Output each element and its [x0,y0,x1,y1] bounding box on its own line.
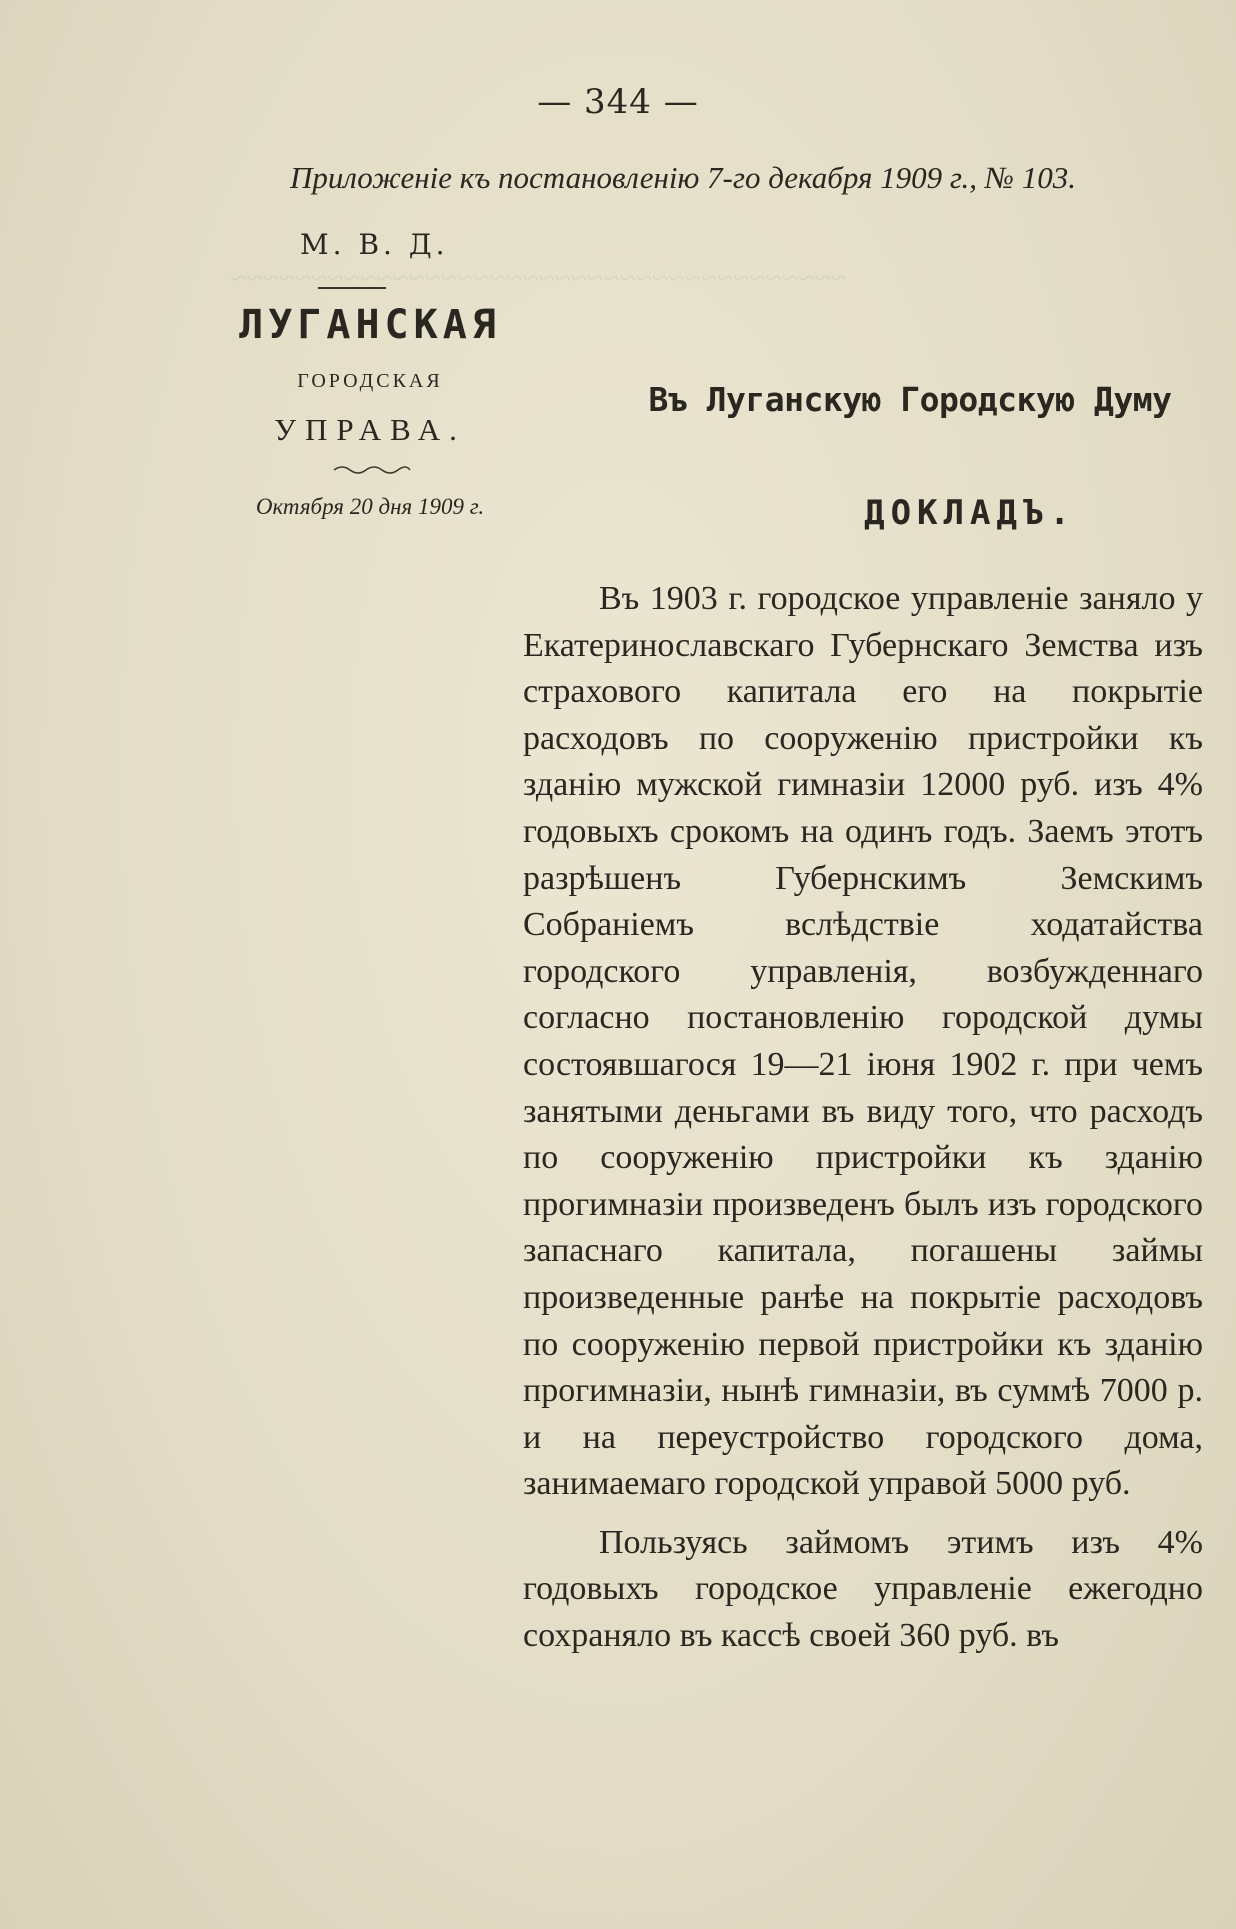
sender-body: УПРАВА. [274,412,466,447]
body-text [523,576,1203,1660]
appendix-note: Приложеніе къ постановленію 7-го декабря 1909 г., № 103. [290,160,1077,195]
paragraph-1: Въ 1903 г. городское управленіе заняло у Екатеринославскаго Губернскаго Земства изъ страхового капитала его на покрытіе расходовъ по сооруженію пристройки къ зданію мужской гимназіи 12000 руб. изъ 4% годовыхъ срокомъ на одинъ годъ. Заемъ этотъ разрѣшенъ Губернскимъ Земскимъ Собраніемъ вслѣдствіе ходатайства городского управленія, возбужденнаго согласно постановленію городской думы состоявшагося 19—21 іюня 1902 г. при чемъ занятыми деньгами въ виду того, что расходъ по сооруженію пристройки къ зданію прогимназіи произведенъ былъ изъ городского запаснаго капитала, погашены займы произведенные ранѣе на покрытіе расходовъ по сооруженію первой пристройки къ зданію прогимназіи, нынѣ гимназіи, въ суммѣ 7000 р. и на переустройство городского дома, занимаемаго городской управой 5000 руб. [523,580,1203,1503]
sender-city: ЛУГАНСКАЯ [239,302,501,348]
sender-date: Октября 20 дня 1909 г. [255,494,485,519]
flourish-ornament [332,463,412,477]
recipient-line: Въ Луганскую Городскую Думу [648,380,1172,419]
document-title: ДОКЛАДЪ. [864,493,1076,533]
sender-city-type: ГОРОДСКАЯ [297,370,443,392]
paragraph-2: Пользуясь займомъ этимъ изъ 4% годовыхъ городское управленіе ежегодно сохраняло въ кассѣ своей 360 руб. въ [523,1523,1203,1655]
divider-rule [318,287,386,289]
show-through-text: ~~~~~~~~~~~~~~~~~~~~~~~~~~~~~~~~~~~~~~ [230,262,847,295]
ministry-label: М. В. Д. [300,228,449,261]
page-number: — 344 — [537,82,699,122]
